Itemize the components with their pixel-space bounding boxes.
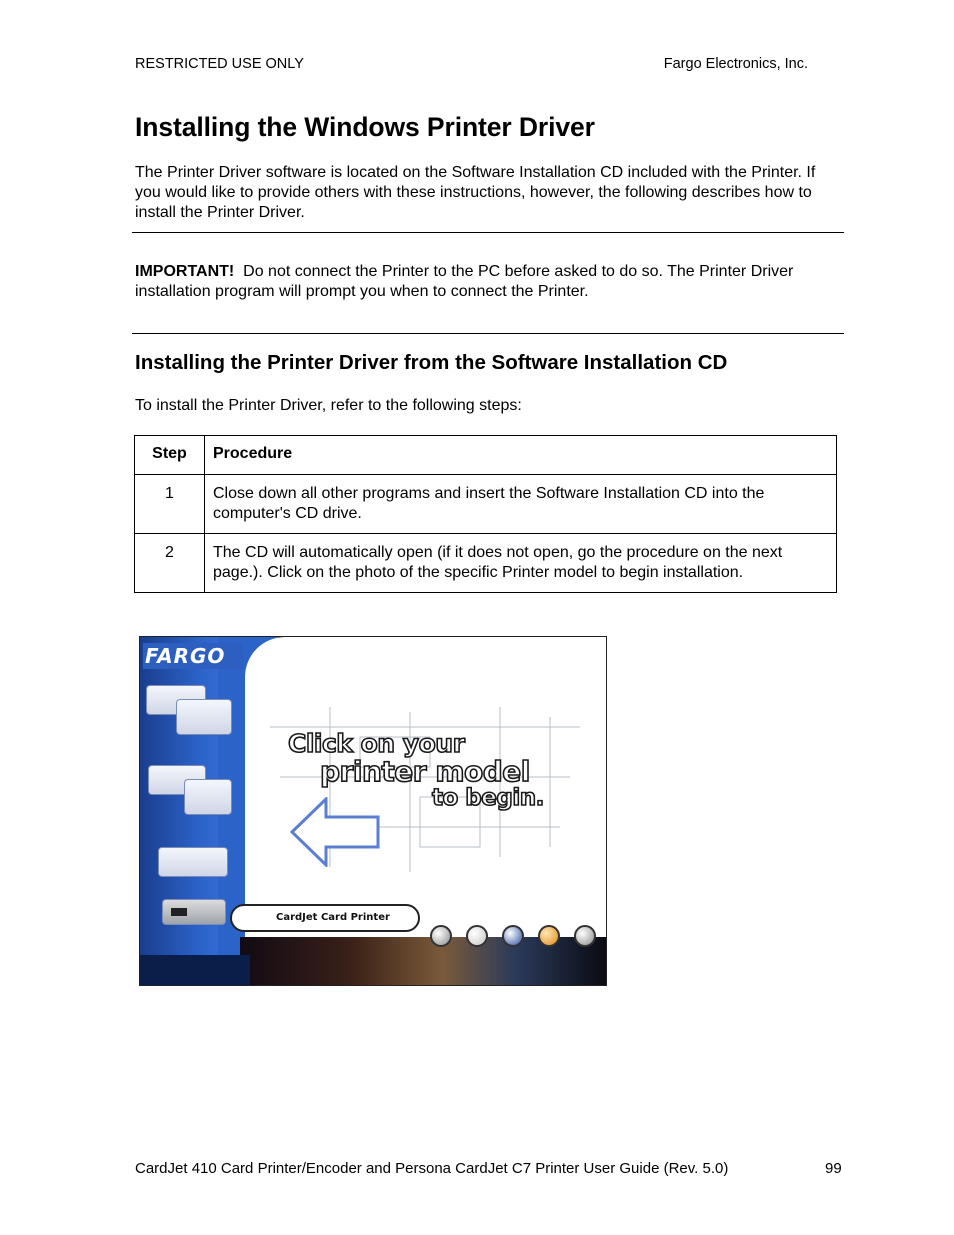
page-title: Installing the Windows Printer Driver <box>135 112 595 142</box>
footer-title: CardJet 410 Card Printer/Encoder and Persona CardJet C7 Printer User Guide (Rev. 5.0) <box>135 1160 729 1177</box>
section-subtitle: Installing the Printer Driver from the Software Installation CD <box>135 351 728 374</box>
divider-bottom <box>132 333 844 334</box>
info-button-icon[interactable] <box>538 925 560 947</box>
step-number: 2 <box>135 534 205 593</box>
back-button-icon[interactable] <box>430 925 452 947</box>
divider-top <box>132 232 844 233</box>
table-header-row <box>135 436 837 475</box>
left-arrow-icon <box>290 797 380 867</box>
prompt-line-1: Click on your <box>288 729 465 758</box>
web-button-icon[interactable] <box>502 925 524 947</box>
important-note <box>135 262 825 302</box>
step-column-header: Step <box>135 436 205 475</box>
page-number: 99 <box>825 1160 842 1177</box>
header-left: RESTRICTED USE ONLY <box>135 56 304 72</box>
table-row <box>135 534 837 593</box>
lead-text: To install the Printer Driver, refer to the following steps: <box>135 397 522 414</box>
sidebar-footer <box>140 955 250 986</box>
important-label: IMPORTANT! <box>135 263 235 280</box>
tools-button-icon[interactable] <box>466 925 488 947</box>
model-label: CardJet Card Printer <box>230 904 420 932</box>
steps-table <box>134 435 837 593</box>
fargo-logo: FARGO <box>143 643 243 669</box>
procedure-text: The CD will automatically open (if it does not open, go the procedure on the next page.). Click on the photo of the specific Printer model to begin installation. <box>205 534 837 593</box>
important-text: Do not connect the Printer to the PC before asked to do so. The Printer Driver installation program will prompt you when to connect the Printer. <box>135 263 794 300</box>
intro-paragraph: The Printer Driver software is located on the Software Installation CD included with the Printer. If you would like to provide others with these instructions, however, the following describes how to install the Printer Driver. <box>135 164 816 221</box>
prompt-line-2: printer model <box>320 755 530 788</box>
printer-model-2b[interactable] <box>184 779 232 815</box>
procedure-column-header: Procedure <box>205 436 837 475</box>
prompt-line-3: to begin. <box>432 785 544 811</box>
header-right: Fargo Electronics, Inc. <box>663 56 808 72</box>
printer-model-cardjet[interactable] <box>162 899 226 925</box>
printer-model-3[interactable] <box>158 847 228 877</box>
exit-button-icon[interactable] <box>574 925 596 947</box>
step-number: 1 <box>135 475 205 534</box>
printer-model-1b[interactable] <box>176 699 232 735</box>
cd-installer-screenshot <box>139 636 607 986</box>
table-row <box>135 475 837 534</box>
card-slot <box>171 908 187 916</box>
procedure-text: Close down all other programs and insert the Software Installation CD into the computer's CD drive. <box>205 475 837 534</box>
